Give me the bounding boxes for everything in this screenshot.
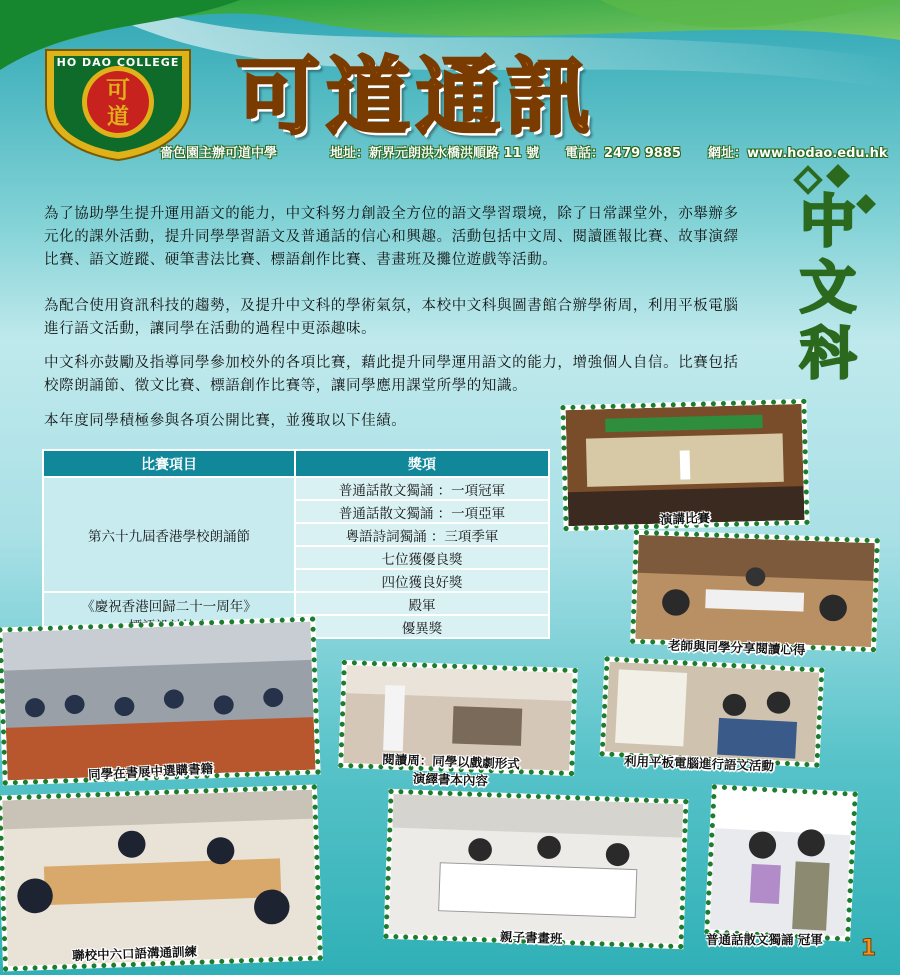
award-cell: 四位獲良好獎 xyxy=(295,569,549,592)
photo-caption: 聯校中六口語溝通訓練 xyxy=(71,943,198,964)
award-cell: 粵語詩詞獨誦 ：三項季軍 xyxy=(295,523,549,546)
competition-paragraph: 中文科亦鼓勵及指導同學參加校外的各項比賽，藉此提升同學運用語文的能力，增強個人自信。比賽包括校際朗誦節、徵文比賽、標語創作比賽等，讓同學應用課堂所學的知識。 xyxy=(44,355,739,394)
award-cell: 普通話散文獨誦 ：一項冠軍 xyxy=(295,477,549,500)
svg-text:HO DAO COLLEGE: HO DAO COLLEGE xyxy=(56,56,180,69)
department-label: 中文科 xyxy=(800,190,856,387)
photo-book-fair xyxy=(0,616,321,785)
award-cell: 普通話散文獨誦 ：一項亞軍 xyxy=(295,500,549,523)
it-paragraph: 為配合使用資訊科技的趨勢，及提升中文科的學術氣氛，本校中文科與圖書館合辦學術周，利用平板電腦進行語文活動，讓同學在活動的過程中更添趣味。 xyxy=(44,298,739,337)
caption-line: 閱讀周：同學以戲劇形式 xyxy=(382,751,521,772)
svg-text:道: 道 xyxy=(106,104,130,130)
newsletter-title: 可道通訊 xyxy=(236,48,597,146)
competition-cell: 第六十九屆香港學校朗誦節 xyxy=(43,477,295,592)
award-cell: 優異獎 xyxy=(295,615,549,638)
page-number: 1 xyxy=(860,936,876,961)
photo-caption xyxy=(381,750,520,791)
photo-caption: 普通話散文獨誦 冠軍 xyxy=(706,932,823,947)
table-header-competition: 比賽項目 xyxy=(43,450,295,477)
table-header-award: 獎項 xyxy=(295,450,549,477)
school-name: 嗇色園主辦可道中學 xyxy=(160,146,278,161)
photo-caption: 演講比賽 xyxy=(659,510,711,527)
school-phone: 電話：2479 9885 xyxy=(565,146,681,161)
award-cell: 七位獲優良獎 xyxy=(295,546,549,569)
award-cell: 殿軍 xyxy=(295,592,549,615)
svg-text:可: 可 xyxy=(106,75,130,104)
photo-caption: 同學在書展中選購書籍 xyxy=(87,760,214,783)
caption-line: 演繹書本內容 xyxy=(412,770,489,789)
intro-paragraph: 為了協助學生提升運用語文的能力，中文科努力創設全方位的語文學習環境，除了日常課堂外，亦舉辦多元化的課外活動，提升同學學習語文及普通話的信心和興趣。活動包括中文周、閱讀匯報比賽、故事演繹比賽、語文遊蹤、硬筆書法比賽、標語創作比賽、書畫班及攤位遊戲等活動。 xyxy=(44,206,739,268)
results-intro: 本年度同學積極參與各項公開比賽，並獲取以下佳績。 xyxy=(44,413,407,429)
photo-caption: 親子書畫班 xyxy=(499,928,563,947)
photo-putonghua-winner xyxy=(704,784,858,941)
awards-table xyxy=(42,449,550,639)
school-website[interactable]: 網址：www.hodao.edu.hk xyxy=(708,146,888,161)
photo-caption: 利用平板電腦進行語文活動 xyxy=(623,753,775,774)
photo-reading-share xyxy=(630,530,880,653)
competition-line: 《慶祝香港回歸二十一周年》 xyxy=(81,599,257,615)
photo-caption: 老師與同學分享閱讀心得 xyxy=(667,637,806,658)
photo-calligraphy-class xyxy=(383,789,688,949)
school-address: 地址：新界元朗洪水橋洪順路 11 號 xyxy=(330,146,540,161)
